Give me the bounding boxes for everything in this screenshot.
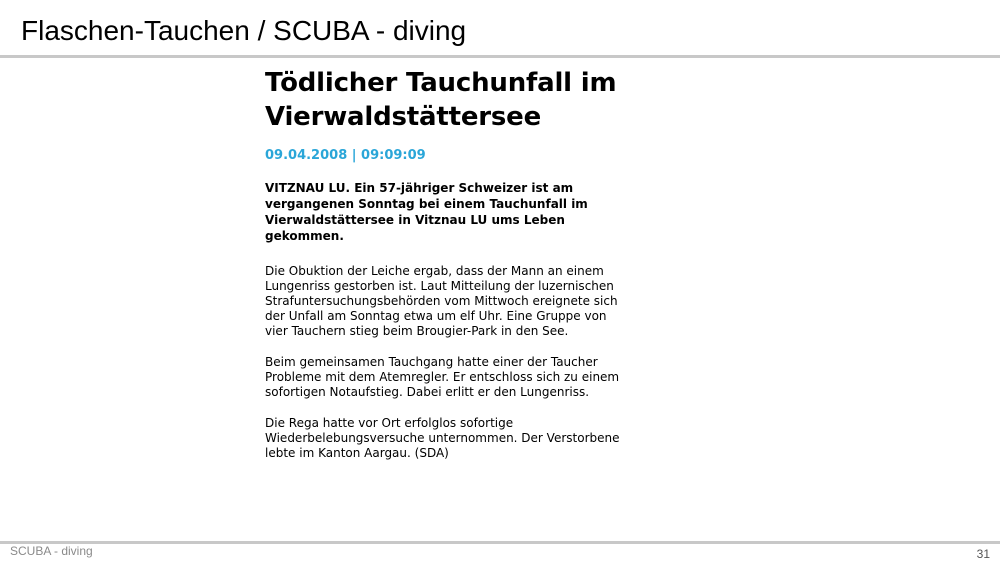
article-dateline: 09.04.2008 | 09:09:09 [265,148,426,163]
article-paragraph: Die Obuktion der Leiche ergab, dass der Mann an einem Lungenriss gestorben ist. Laut Mitteilung der luzernischen Strafuntersuchungsbehörden vom Mittwoch ereignete sich der Unfall am Sonntag etwa um elf Uhr. Eine Gruppe von vier Tauchern stieg beim Brougier-Park in den See. [265,264,618,338]
article-headline: Tödlicher Tauchunfall im Vierwaldstättersee [265,68,617,132]
article-lead: VITZNAU LU. Ein 57-jähriger Schweizer ist am vergangenen Sonntag bei einem Tauchunfall im Vierwaldstättersee in Vitznau LU ums Leben gekommen. [265,181,588,243]
article-paragraph: Beim gemeinsamen Tauchgang hatte einer der Taucher Probleme mit dem Atemregler. Er entschloss sich zu einem sofortigen Notaufstieg. Dabei erlitt er den Lungenriss. [265,355,620,399]
footer-label: SCUBA - diving [10,544,93,558]
slide-title: Flaschen-Tauchen / SCUBA - diving [21,15,467,46]
article-paragraph: Die Rega hatte vor Ort erfolglos sofortige Wiederbelebungsversuche unternommen. Der Verstorbene lebte im Kanton Aargau. (SDA) [265,416,620,460]
title-divider [0,55,1000,58]
footer-divider [0,541,1000,544]
news-article [265,66,625,461]
page-number: 31 [976,547,990,561]
